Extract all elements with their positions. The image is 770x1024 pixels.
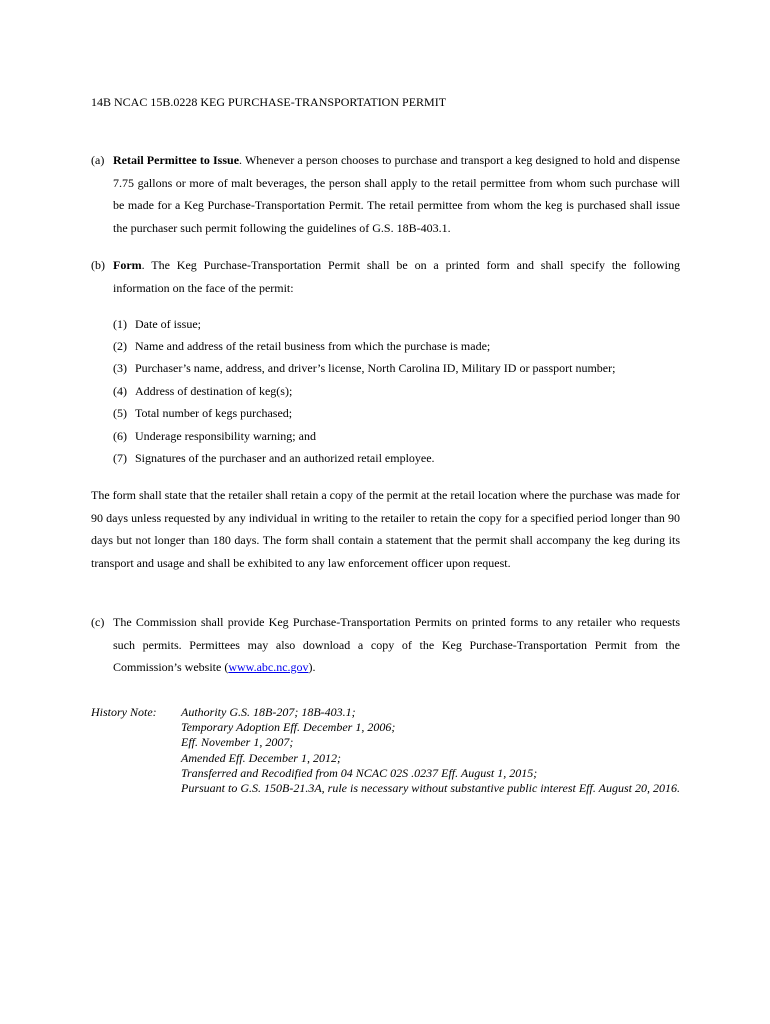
section-c-paragraph — [113, 611, 680, 679]
section-a-heading-punct: . — [239, 153, 243, 167]
section-a-text: Whenever a person chooses to purchase and transport a keg designed to hold and dispense 7.75 gallons or more of malt beverages, the person shall apply to the retail permittee from whom such purchase will be made for a Keg Purchase-Transportation Permit. The retail permittee from whom the keg is purchased shall issue the purchaser such permit following the guidelines of G.S. 18B-403.1. — [113, 153, 681, 235]
list-item: (3) Purchaser’s name, address, and driver’s license, North Carolina ID, Military ID or passport number; — [113, 361, 616, 375]
history-line: Amended Eff. December 1, 2012; — [181, 750, 341, 765]
section-b-paragraph — [113, 254, 680, 299]
section-a-heading: Retail Permittee to Issue — [113, 153, 240, 167]
list-item: (6) Underage responsibility warning; and — [113, 429, 316, 443]
history-line: Temporary Adoption Eff. December 1, 2006; — [181, 720, 396, 735]
history-line: Pursuant to G.S. 150B-21.3A, rule is necessary without substantive public interest Eff. August 20, 2016. — [181, 781, 680, 796]
commission-website-link[interactable]: www.abc.nc.gov — [228, 660, 309, 674]
section-c-text-end: ). — [308, 660, 316, 674]
history-line: Transferred and Recodified from 04 NCAC 02S .0237 Eff. August 1, 2015; — [181, 765, 538, 780]
list-item: (4) Address of destination of keg(s); — [113, 384, 293, 398]
section-a-paragraph — [113, 149, 680, 239]
section-b-closing: The form shall state that the retailer shall retain a copy of the permit at the retail location where the purchase was made for 90 days unless requested by any individual in writing to the retailer to retain the copy for a specified period longer than 90 days but not longer than 180 days. The form shall contain a statement that the permit shall accompany the keg during its transport and usage and shall be exhibited to any law enforcement officer upon request. — [91, 488, 680, 570]
section-b-heading: Form — [113, 258, 142, 272]
section-b-heading-punct: . — [141, 258, 145, 272]
history-line: Authority G.S. 18B-207; 18B-403.1; — [181, 705, 356, 719]
list-item: (7) Signatures of the purchaser and an authorized retail employee. — [113, 451, 435, 465]
list-item: (2) Name and address of the retail business from which the purchase is made; — [113, 339, 491, 353]
list-item: (1) Date of issue; — [113, 317, 201, 331]
section-b-text: The Keg Purchase-Transportation Permit shall be on a printed form and shall specify the following information on the face of the permit: — [113, 258, 680, 295]
list-item: (5) Total number of kegs purchased; — [113, 406, 293, 420]
history-note — [181, 705, 686, 796]
history-line: Eff. November 1, 2007; — [181, 735, 294, 750]
section-b-label: (b) — [91, 258, 105, 272]
rule-title: 14B NCAC 15B.0228 KEG PURCHASE-TRANSPORTATION PERMIT — [91, 95, 447, 109]
history-note-label: History Note: — [91, 705, 157, 719]
section-c-label: (c) — [91, 615, 105, 629]
section-c-text: The Commission shall provide Keg Purchase-Transportation Permits on printed forms to any retailer who requests such permits. Permittees may also download a copy of the Keg Purchase-Transportation Permit from the Commission’s website ( — [113, 615, 680, 674]
section-a-label: (a) — [91, 153, 105, 167]
